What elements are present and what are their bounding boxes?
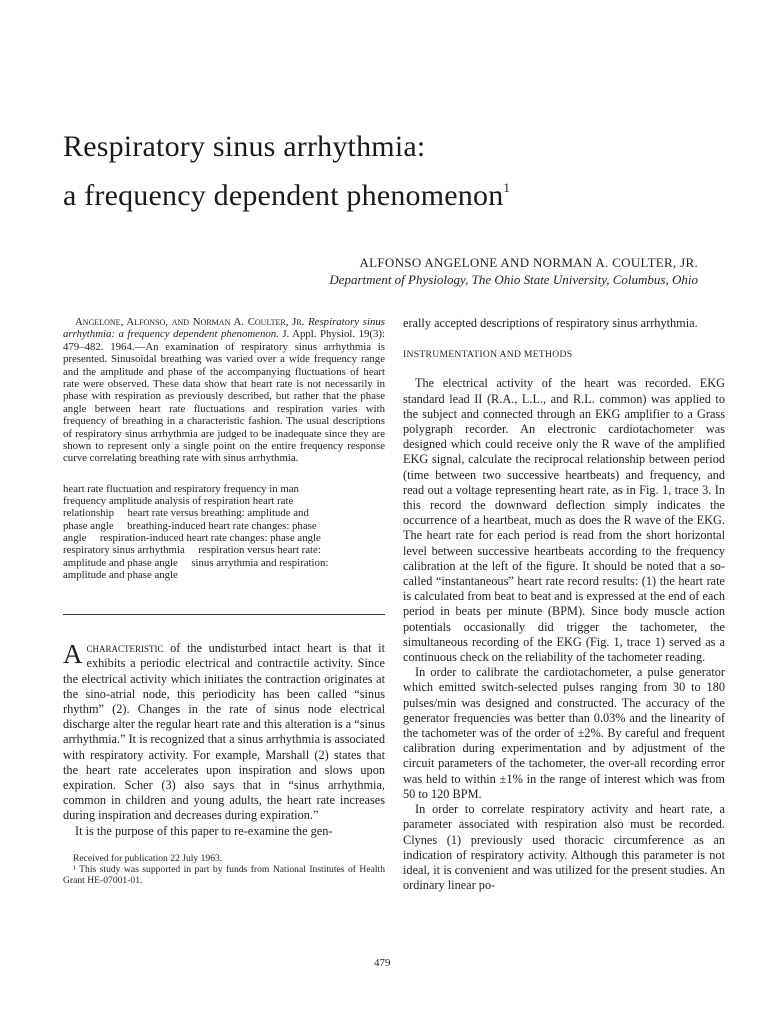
- intro-paragraph-1-text: of the undisturbed intact heart is that it exhibits a periodic electrical and contractile activity. Since the electrical activity which initiates the contraction originates at the sino-atrial node, this periodicity has been called “sinus rhythm” (2). Changes in the rate of sinus node electrical discharge alter the regular heart rate and this alteration is a “sinus arrhythmia.” It is recognized that a sinus arrhythmia is associated with respiratory activity. For example, Marshall (2) states that the heart rate accelerates upon inspiration and slows upon expiration. Scher (3) also says that in “sinus arrhythmia, common in children and young adults, the heart rate increases during inspiration and decreases during expiration.”: [63, 641, 385, 823]
- section-heading-methods: INSTRUMENTATION AND METHODS: [403, 349, 573, 361]
- title-line-2-text: a frequency dependent phenomenon: [63, 179, 504, 212]
- page-number: 479: [374, 957, 391, 969]
- received-date: Received for publication 22 July 1963.: [73, 852, 223, 864]
- abstract: [63, 316, 385, 465]
- title-footnote-mark: 1: [503, 180, 511, 195]
- methods-paragraph-3: In order to correlate respiratory activity and heart rate, a parameter associated with respiration also must be recorded. Clynes (1) previously used thoracic circumference as an indication of respiratory activity. Although this parameter is not ideal, it is convenient and was utilized for the present studies. An ordinary linear po-: [403, 802, 725, 893]
- introduction: [63, 641, 385, 839]
- left-column: [63, 316, 385, 886]
- methods-paragraph-2: In order to calibrate the cardiotachometer, a pulse generator which emitted switch-selected pulses ranging from 30 to 180 pulses/min was designed and constructed. The accuracy of the generator frequencies was better than 0.03% and the linearity of the tachometer was of the order of ±2%. By careful and frequent calibration during experimentation and by adjustment of the circuit parameters of the tachometer, the over-all recording error was held to within ±1% in the range of interest which was from 50 to 120 BPM.: [403, 665, 725, 801]
- intro-paragraph-2-continued: erally accepted descriptions of respiratory sinus arrhythmia.: [403, 316, 698, 330]
- right-column-body: [403, 316, 725, 893]
- footnotes: [63, 853, 385, 886]
- author-names: ALFONSO ANGELONE AND NORMAN A. COULTER, JR.: [359, 255, 698, 270]
- abstract-authors: Angelone, Alfonso, and Norman A. Coulter, Jr.: [75, 316, 305, 328]
- intro-lead-word: characteristic: [86, 641, 164, 656]
- title-line-1: Respiratory sinus arrhythmia:: [63, 130, 426, 163]
- section-divider: [63, 614, 385, 615]
- drop-cap: A: [63, 639, 83, 670]
- keywords: heart rate fluctuation and respiratory frequency in man frequency amplitude analysis of respiration heart rate relationship heart rate versus breathing: amplitude and phase angle breathing-induced heart rate changes: phase angle respiration-induced heart rate changes: phase angle respiratory sinus arrhythmia respiration versus heart rate: amplitude and phase angle sinus arrythmia and respiration: amplitude and phase angle: [63, 482, 329, 581]
- author-block: [248, 254, 698, 288]
- intro-paragraph-2: It is the purpose of this paper to re-examine the gen-: [75, 823, 333, 838]
- abstract-text: J. Appl. Physiol. 19(3): 479–482. 1964.—An examination of respiratory sinus arrhythmia is presented. Sinusoidal breathing was varied over a wide frequency range and the amplitude and phase of the accompanying fluctuations of heart rate were observed. These data show that heart rate is not necessarily in phase with respiration as previously described, but rather that the phase angle between heart rate fluctuations and respiration varies with frequency of breathing in a characteristic fashion. The usual descriptions of respiratory sinus arrhythmia are judged to be inadequate since they are shown to represent only a single point on the entire frequency response curve correlating breathing rate with sinus arrhythmia.: [63, 328, 385, 465]
- footnote-1: ¹ This study was supported in part by funds from National Institutes of Health Grant HE-07001-01.: [63, 863, 385, 886]
- author-affiliation: Department of Physiology, The Ohio State University, Columbus, Ohio: [329, 272, 698, 287]
- methods-paragraph-1: The electrical activity of the heart was recorded. EKG standard lead II (R.A., L.L., and R.L. common) was applied to the subject and connected through an EKG amplifier to a Grass polygraph recorder. An electronic cardiotachometer was designed which could receive only the R wave of the amplified EKG signal, calculate the reciprocal relationship between period (time between two successive heartbeats) and frequency, and read out a voltage representing heart rate, as in Fig. 1, trace 3. In this record the downward deflection simply indicates the occurrence of a heartbeat, much as does the R wave of the EKG. The heart rate for each period is read from the short horizontal level between successive heartbeats according to the frequency calibration at the left of the figure. It should be noted that a so-called “instantaneous” heart rate record results: (1) the heart rate is calculated from beat to beat and is expressed at the end of each period in beats per minute (BPM). Since body muscle action potentials occasionally did trigger the tachometer, the simultaneous recording of the EKG (Fig. 1, trace 1) served as a continuous check on the reliability of the tachometer reading.: [403, 376, 725, 665]
- title-line-2: [63, 167, 510, 216]
- paper-title: [63, 126, 510, 216]
- right-column: [403, 316, 725, 893]
- intro-paragraph-1: [63, 641, 385, 823]
- abstract-title: Respiratory sinus arrhythmia: a frequency dependent phenomenon.: [63, 316, 385, 341]
